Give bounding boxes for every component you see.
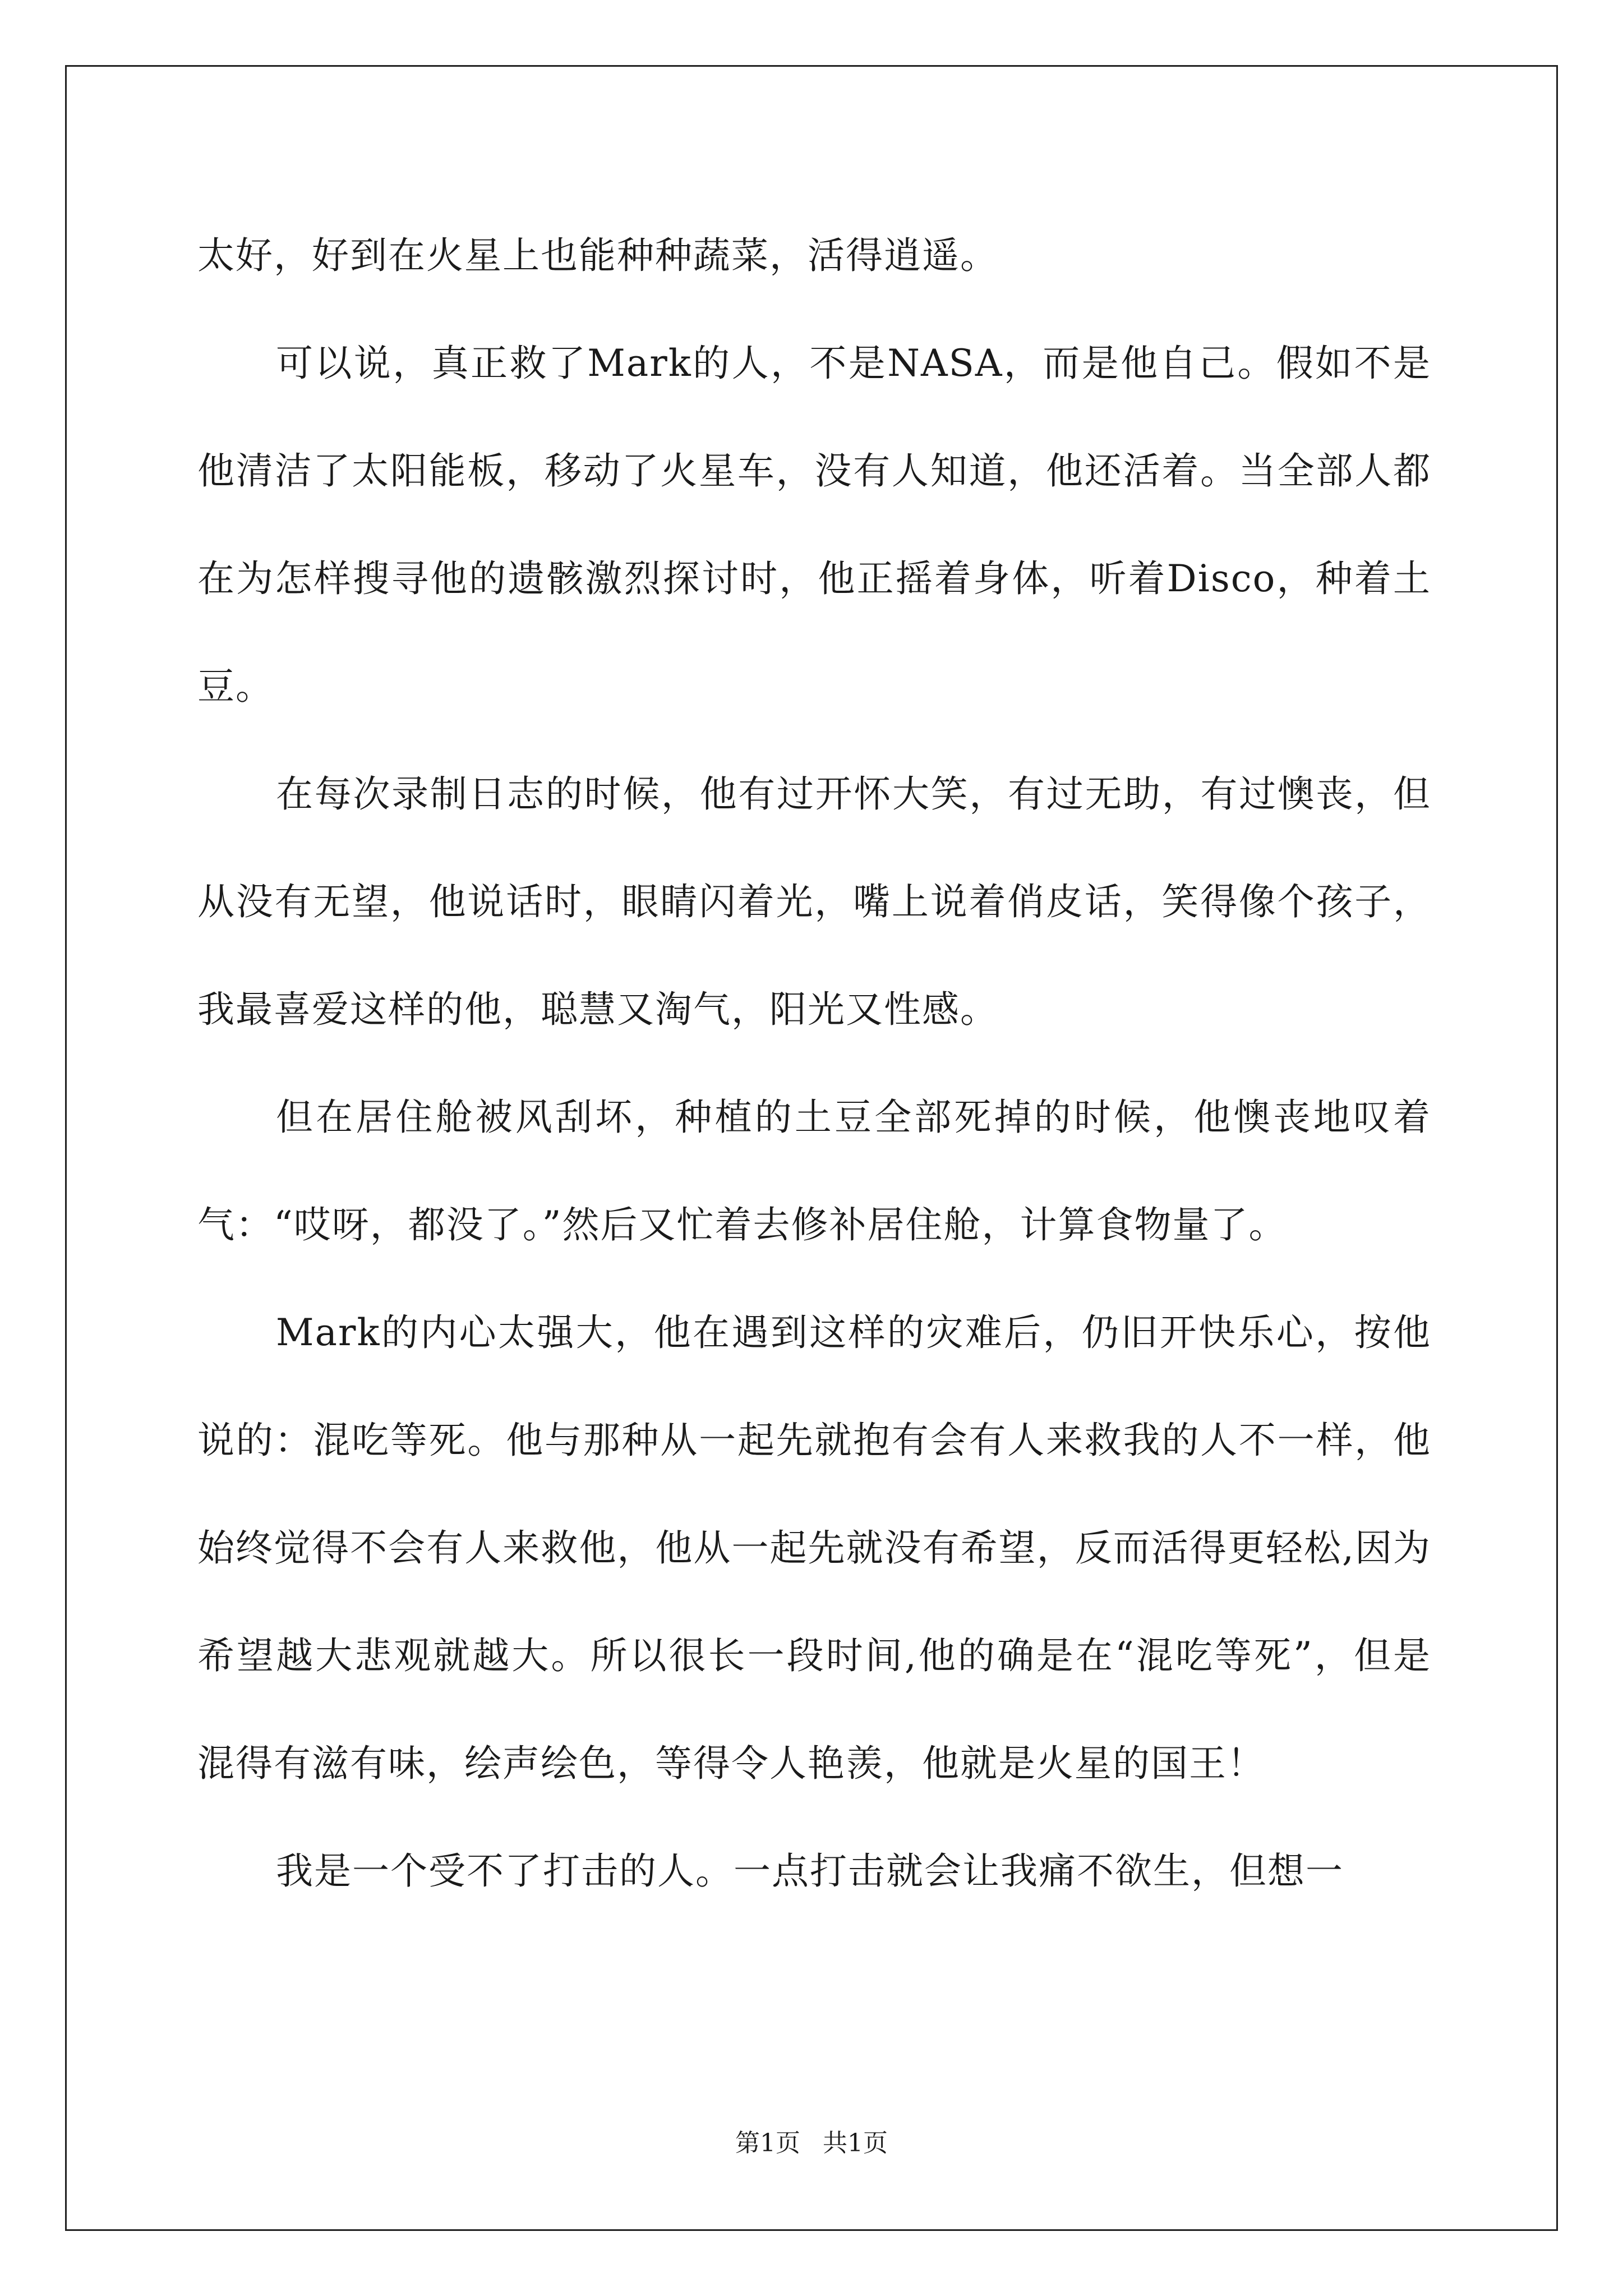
paragraph-5: Mark的内心太强大，他在遇到这样的灾难后，仍旧开快乐心，按他说的：混吃等死。他与那种从一起先就抱有会有人来救我的人不一样，他始终觉得不会有人来救他，他从一起先就没有希望，反而活得更轻松,因为希望越大悲观就越大。所以很长一段时间,他的确是在“混吃等死”，但是混得有滋有味，绘声绘色，等得令人艳羡，他就是火星的国王！ <box>197 1311 1431 1785</box>
paragraph-6: 我是一个受不了打击的人。一点打击就会让我痛不欲生，但想一 <box>276 1849 1344 1893</box>
paragraph-1: 太好，好到在火星上也能种种蔬菜，活得逍遥。 <box>197 234 998 277</box>
paragraph-4: 但在居住舱被风刮坏，种植的土豆全部死掉的时候，他懊丧地叹着气：“哎呀，都没了。”然后又忙着去修补居住舱，计算食物量了。 <box>197 1096 1431 1246</box>
page-footer <box>0 2123 1623 2159</box>
page-number-current: 第1页 <box>735 2129 800 2157</box>
document-body <box>197 202 1431 1925</box>
paragraph-3: 在每次录制日志的时候，他有过开怀大笑，有过无助，有过懊丧，但从没有无望，他说话时，眼睛闪着光，嘴上说着俏皮话，笑得像个孩子，我最喜爱这样的他，聪慧又淘气，阳光又性感。 <box>197 772 1431 1031</box>
page-number-total: 共1页 <box>823 2129 888 2157</box>
paragraph-2: 可以说，真正救了Mark的人，不是NASA，而是他自己。假如不是他清洁了太阳能板，移动了火星车，没有人知道，他还活着。当全部人都在为怎样搜寻他的遗骸激烈探讨时，他正摇着身体，听着Disco，种着土豆。 <box>197 342 1431 708</box>
